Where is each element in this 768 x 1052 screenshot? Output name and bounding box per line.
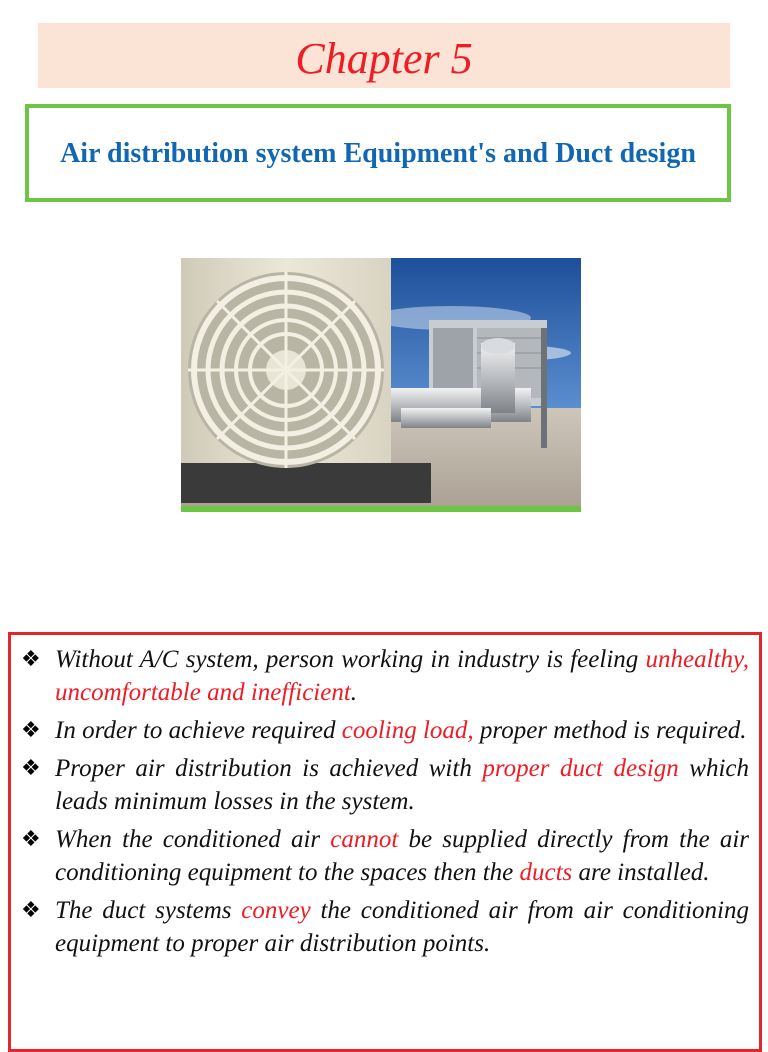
body-text: which leads minimum losses in the system. xyxy=(55,755,749,815)
diamond-bullet-icon: ❖ xyxy=(21,898,41,923)
diamond-bullet-icon: ❖ xyxy=(21,647,41,672)
body-text: proper method is required. xyxy=(473,717,747,744)
subtitle-text: Air distribution system Equipment's and Duct design xyxy=(60,137,696,169)
bullet-list xyxy=(8,632,762,1052)
bullet-text xyxy=(55,894,749,960)
body-text: are installed. xyxy=(572,859,710,886)
bullet-item xyxy=(21,714,749,747)
bullet-item xyxy=(21,752,749,818)
diamond-bullet-icon: ❖ xyxy=(21,756,41,781)
highlight-text: ducts xyxy=(519,859,573,886)
bullet-item xyxy=(21,643,749,709)
diamond-bullet-icon: ❖ xyxy=(21,827,41,852)
body-text: the conditioned air from air conditioning equipment to proper air distribution points. xyxy=(55,897,749,957)
subtitle-box xyxy=(25,104,731,202)
body-text: Without A/C system, person working in industry is feeling xyxy=(55,646,646,673)
bullet-text xyxy=(55,823,749,889)
bullet-text xyxy=(55,752,749,818)
highlight-text: cannot xyxy=(330,826,399,853)
chapter-banner xyxy=(38,23,730,88)
air-conditioner-illustration xyxy=(181,258,581,512)
body-text: be supplied directly from the air conditioning equipment to the spaces then the xyxy=(55,826,749,886)
bullet-item xyxy=(21,894,749,960)
highlight-text: convey xyxy=(241,897,311,924)
bullet-text xyxy=(55,714,749,747)
diamond-bullet-icon: ❖ xyxy=(21,718,41,743)
highlight-text: cooling load, xyxy=(341,717,474,744)
body-text: In order to achieve required xyxy=(55,717,342,744)
body-text: Proper air distribution is achieved with xyxy=(55,755,483,782)
highlight-text: unhealthy, uncomfortable and inefficient xyxy=(55,646,749,706)
bullet-text xyxy=(55,643,749,709)
chapter-title: Chapter 5 xyxy=(295,33,473,83)
highlight-text: proper duct design xyxy=(482,755,679,782)
body-text: . xyxy=(350,679,358,706)
body-text: When the conditioned air xyxy=(55,826,331,853)
bullet-item xyxy=(21,823,749,889)
air-conditioner-photo xyxy=(181,258,581,512)
body-text: The duct systems xyxy=(55,897,242,924)
